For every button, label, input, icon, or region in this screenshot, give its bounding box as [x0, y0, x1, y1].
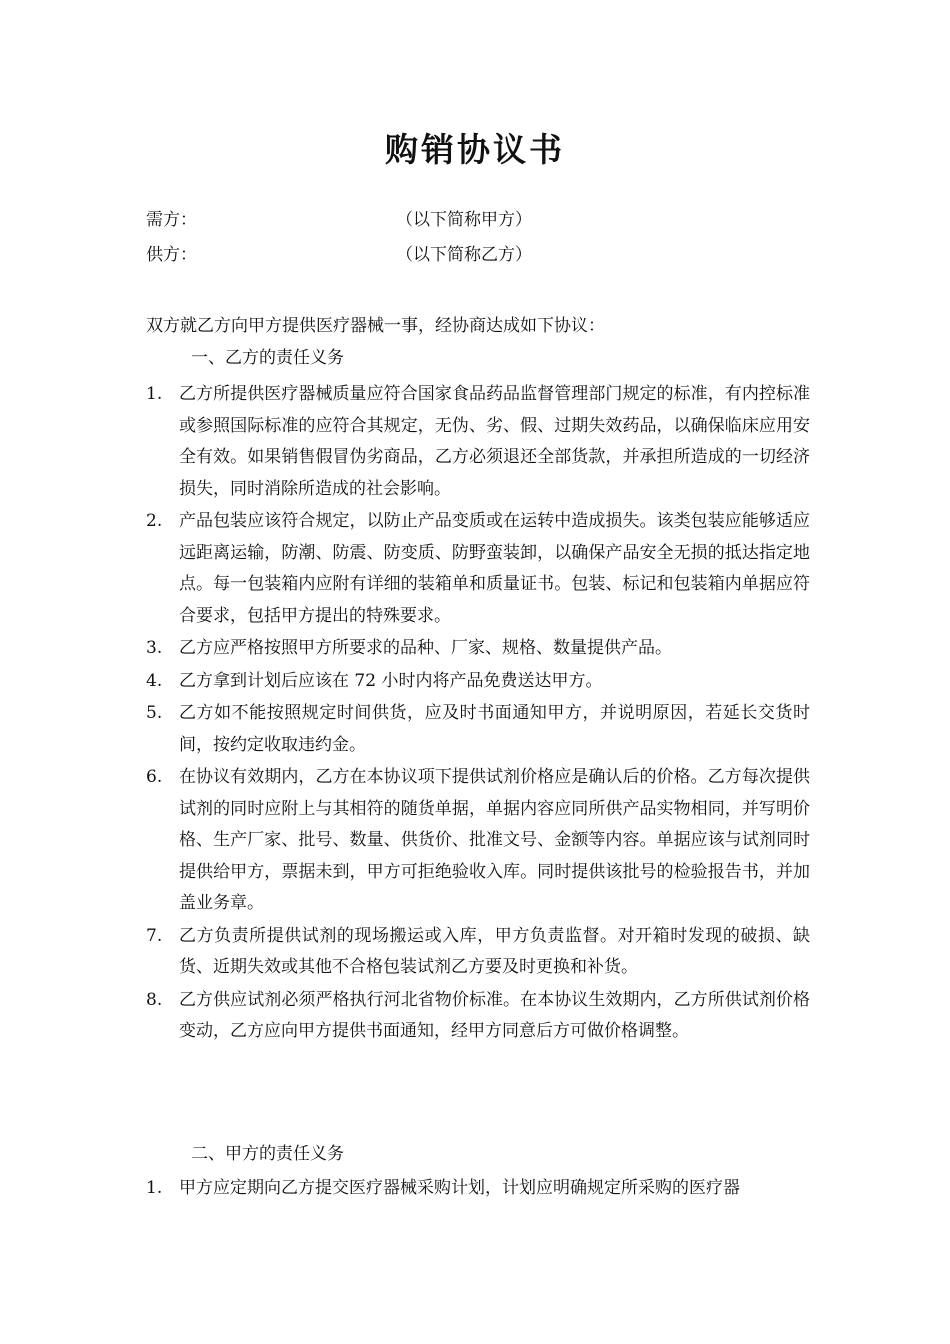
buyer-note: （以下简称甲方） [396, 210, 532, 230]
list-item [146, 506, 810, 632]
list-item [146, 921, 810, 984]
section-heading-party-b: 一、乙方的责任义务 [191, 348, 344, 368]
item-text: 产品包装应该符合规定，以防止产品变质或在运转中造成损失。该类包装应能够适应远距离运输，防潮、防震、防变质、防野蛮装卸，以确保产品安全无损的抵达指定地点。每一包装箱内应附有详细的装箱单和质量证书。包装、标记和包装箱内单据应符合要求，包括甲方提出的特殊要求。 [179, 511, 810, 626]
item-number: 7. [146, 925, 163, 946]
item-number: 1. [146, 384, 163, 404]
item-text: 在协议有效期内，乙方在本协议项下提供试剂价格应是确认后的价格。乙方每次提供试剂的同时应附上与其相符的随货单据，单据内容应同所供产品实物相同，并写明价格、生产厂家、批号、数量、供货价、批准文号、金额等内容。单据应该与试剂同时提供给甲方，票据未到，甲方可拒绝验收入库。同时提供该批号的检验报告书，并加盖业务章。 [179, 767, 810, 913]
supplier-party-line [146, 240, 806, 270]
list-item [146, 379, 810, 505]
list-item [146, 762, 810, 920]
item-number: 4. [146, 670, 163, 691]
item-number: 6. [146, 767, 163, 787]
supplier-note: （以下简称乙方） [396, 245, 532, 265]
item-text: 乙方所提供医疗器械质量应符合国家食品药品监督管理部门规定的标准，有内控标准或参照国际标准的应符合其规定，无伪、劣、假、过期失效药品，以确保临床应用安全有效。如果销售假冒伪劣商品，乙方必须退还全部货款，并承担所造成的一切经济损失，同时消除所造成的社会影响。 [179, 384, 810, 499]
list-item [146, 985, 810, 1048]
section-heading-party-a: 二、甲方的责任义务 [191, 1144, 344, 1164]
supplier-label: 供方： [146, 245, 197, 265]
party-a-obligations-list [146, 1173, 810, 1206]
intro-paragraph: 双方就乙方向甲方提供医疗器械一事，经协商达成如下协议： [146, 316, 605, 336]
list-item [146, 666, 810, 698]
item-number: 5. [146, 703, 163, 723]
item-number: 8. [146, 989, 163, 1010]
list-item [146, 633, 810, 665]
party-b-obligations-list [146, 379, 810, 1049]
item-text: 乙方供应试剂必须严格执行河北省物价标准。在本协议生效期内，乙方所供试剂价格变动，乙方应向甲方提供书面通知，经甲方同意后方可做价格调整。 [179, 989, 810, 1041]
list-item [146, 1173, 810, 1205]
list-item [146, 698, 810, 761]
item-text: 乙方拿到计划后应该在 72 小时内将产品免费送达甲方。 [179, 670, 603, 691]
item-number: 1. [146, 1178, 163, 1198]
item-text: 乙方应严格按照甲方所要求的品种、厂家、规格、数量提供产品。 [179, 638, 672, 658]
item-text: 乙方如不能按照规定时间供货，应及时书面通知甲方，并说明原因，若延长交货时间，按约定收取违约金。 [179, 703, 810, 755]
buyer-party-line [146, 205, 806, 235]
buyer-label: 需方： [146, 210, 197, 230]
item-text: 乙方负责所提供试剂的现场搬运或入库，甲方负责监督。对开箱时发现的破损、缺货、近期失效或其他不合格包装试剂乙方要及时更换和补货。 [179, 925, 810, 977]
item-number: 2. [146, 511, 163, 531]
item-number: 3. [146, 638, 163, 658]
item-text: 甲方应定期向乙方提交医疗器械采购计划，计划应明确规定所采购的医疗器 [179, 1178, 740, 1198]
document-title: 购销协议书 [385, 130, 565, 169]
